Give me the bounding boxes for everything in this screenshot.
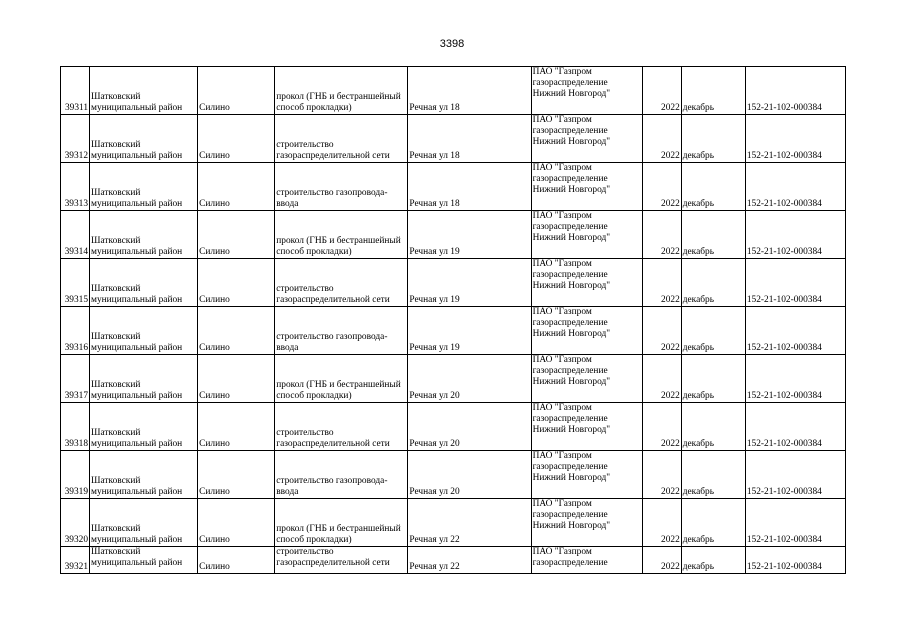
district-cell: Шатковский муниципальный район	[90, 403, 198, 451]
month-cell: декабрь	[681, 451, 745, 499]
street-cell: Речная ул 20	[408, 355, 531, 403]
month-cell: декабрь	[681, 307, 745, 355]
month-cell: декабрь	[681, 499, 745, 547]
organization-cell: ПАО "Газпром газораспределение	[531, 547, 642, 574]
code-cell: 152-21-102-000384	[745, 211, 845, 259]
code-cell: 152-21-102-000384	[745, 547, 845, 574]
row-number: 39313	[61, 163, 90, 211]
year-cell: 2022	[642, 451, 681, 499]
month-cell: декабрь	[681, 403, 745, 451]
organization-cell: ПАО "Газпром газораспределение Нижний Новгород"	[531, 451, 642, 499]
settlement-cell: Силино	[198, 307, 275, 355]
work-type-cell: строительство газораспределительной сети	[275, 115, 408, 163]
organization-cell: ПАО "Газпром газораспределение Нижний Новгород"	[531, 163, 642, 211]
district-cell: Шатковский муниципальный район	[90, 307, 198, 355]
organization-cell: ПАО "Газпром газораспределение Нижний Новгород"	[531, 307, 642, 355]
work-type-cell: прокол (ГНБ и бестраншейный способ прокладки)	[275, 211, 408, 259]
month-cell: декабрь	[681, 67, 745, 115]
district-cell: Шатковский муниципальный район	[90, 355, 198, 403]
district-cell: Шатковский муниципальный район	[90, 163, 198, 211]
organization-cell: ПАО "Газпром газораспределение Нижний Новгород"	[531, 259, 642, 307]
month-cell: декабрь	[681, 259, 745, 307]
month-cell: декабрь	[681, 211, 745, 259]
table-row	[61, 403, 846, 451]
month-cell: декабрь	[681, 547, 745, 574]
row-number: 39319	[61, 451, 90, 499]
row-number: 39320	[61, 499, 90, 547]
work-type-cell: строительство газопровода-ввода	[275, 307, 408, 355]
organization-cell: ПАО "Газпром газораспределение Нижний Новгород"	[531, 211, 642, 259]
work-type-cell: прокол (ГНБ и бестраншейный способ прокладки)	[275, 355, 408, 403]
street-cell: Речная ул 22	[408, 547, 531, 574]
month-cell: декабрь	[681, 355, 745, 403]
table-row	[61, 259, 846, 307]
row-number: 39314	[61, 211, 90, 259]
row-number: 39317	[61, 355, 90, 403]
table-row	[61, 499, 846, 547]
work-type-cell: прокол (ГНБ и бестраншейный способ прокладки)	[275, 67, 408, 115]
row-number: 39321	[61, 547, 90, 574]
table-body	[61, 67, 846, 574]
row-number: 39318	[61, 403, 90, 451]
organization-cell: ПАО "Газпром газораспределение Нижний Новгород"	[531, 115, 642, 163]
table-row	[61, 355, 846, 403]
code-cell: 152-21-102-000384	[745, 307, 845, 355]
year-cell: 2022	[642, 307, 681, 355]
settlement-cell: Силино	[198, 67, 275, 115]
code-cell: 152-21-102-000384	[745, 115, 845, 163]
table-row	[61, 547, 846, 574]
street-cell: Речная ул 19	[408, 307, 531, 355]
street-cell: Речная ул 19	[408, 259, 531, 307]
month-cell: декабрь	[681, 163, 745, 211]
month-cell: декабрь	[681, 115, 745, 163]
organization-cell: ПАО "Газпром газораспределение Нижний Новгород"	[531, 67, 642, 115]
organization-cell: ПАО "Газпром газораспределение Нижний Новгород"	[531, 355, 642, 403]
registry-table	[60, 66, 846, 574]
code-cell: 152-21-102-000384	[745, 67, 845, 115]
page-number: 3398	[439, 38, 465, 50]
year-cell: 2022	[642, 259, 681, 307]
settlement-cell: Силино	[198, 547, 275, 574]
work-type-cell: строительство газораспределительной сети	[275, 403, 408, 451]
year-cell: 2022	[642, 547, 681, 574]
code-cell: 152-21-102-000384	[745, 259, 845, 307]
district-cell: Шатковский муниципальный район	[90, 211, 198, 259]
row-number: 39315	[61, 259, 90, 307]
street-cell: Речная ул 20	[408, 451, 531, 499]
work-type-cell: строительство газопровода-ввода	[275, 451, 408, 499]
table-row	[61, 163, 846, 211]
year-cell: 2022	[642, 115, 681, 163]
year-cell: 2022	[642, 211, 681, 259]
street-cell: Речная ул 18	[408, 163, 531, 211]
table-row	[61, 67, 846, 115]
district-cell: Шатковский муниципальный район	[90, 67, 198, 115]
organization-cell: ПАО "Газпром газораспределение Нижний Новгород"	[531, 499, 642, 547]
table-row	[61, 115, 846, 163]
district-cell: Шатковский муниципальный район	[90, 259, 198, 307]
table-row	[61, 307, 846, 355]
row-number: 39311	[61, 67, 90, 115]
code-cell: 152-21-102-000384	[745, 499, 845, 547]
year-cell: 2022	[642, 403, 681, 451]
year-cell: 2022	[642, 355, 681, 403]
work-type-cell: прокол (ГНБ и бестраншейный способ прокладки)	[275, 499, 408, 547]
row-number: 39316	[61, 307, 90, 355]
code-cell: 152-21-102-000384	[745, 403, 845, 451]
settlement-cell: Силино	[198, 499, 275, 547]
settlement-cell: Силино	[198, 163, 275, 211]
settlement-cell: Силино	[198, 403, 275, 451]
district-cell: Шатковский муниципальный район	[90, 547, 198, 574]
street-cell: Речная ул 18	[408, 115, 531, 163]
street-cell: Речная ул 20	[408, 403, 531, 451]
settlement-cell: Силино	[198, 451, 275, 499]
work-type-cell: строительство газораспределительной сети	[275, 547, 408, 574]
settlement-cell: Силино	[198, 211, 275, 259]
settlement-cell: Силино	[198, 355, 275, 403]
settlement-cell: Силино	[198, 115, 275, 163]
settlement-cell: Силино	[198, 259, 275, 307]
table-row	[61, 211, 846, 259]
code-cell: 152-21-102-000384	[745, 451, 845, 499]
code-cell: 152-21-102-000384	[745, 355, 845, 403]
work-type-cell: строительство газораспределительной сети	[275, 259, 408, 307]
street-cell: Речная ул 22	[408, 499, 531, 547]
street-cell: Речная ул 19	[408, 211, 531, 259]
district-cell: Шатковский муниципальный район	[90, 115, 198, 163]
code-cell: 152-21-102-000384	[745, 163, 845, 211]
row-number: 39312	[61, 115, 90, 163]
table-row	[61, 451, 846, 499]
year-cell: 2022	[642, 499, 681, 547]
year-cell: 2022	[642, 163, 681, 211]
district-cell: Шатковский муниципальный район	[90, 451, 198, 499]
year-cell: 2022	[642, 67, 681, 115]
organization-cell: ПАО "Газпром газораспределение Нижний Новгород"	[531, 403, 642, 451]
district-cell: Шатковский муниципальный район	[90, 499, 198, 547]
street-cell: Речная ул 18	[408, 67, 531, 115]
work-type-cell: строительство газопровода-ввода	[275, 163, 408, 211]
